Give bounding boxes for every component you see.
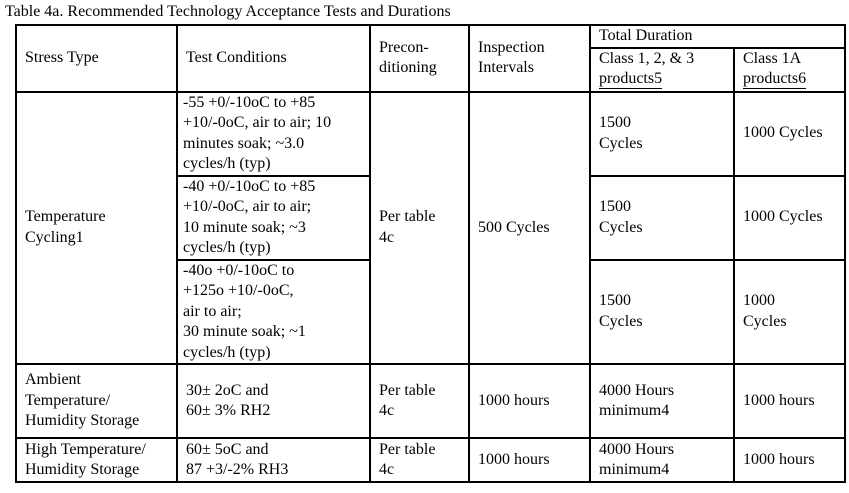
test-conditions-cell: -40o +0/-10oC to +125o +10/-0oC, air to air; 30 minute soak; ~1 cycles/h (typ) [177,260,370,365]
header-preconditioning: Precon- ditioning [370,25,469,92]
header-inspection-intervals: Inspection Intervals [469,25,590,92]
class-1a-duration-cell: 1000 Cycles [734,176,845,260]
header-class-1-2-3: Class 1, 2, & 3 products5 [590,48,734,92]
inspection-interval-cell: 1000 hours [469,364,590,438]
class-1-2-3-duration-cell: 1500 Cycles [590,260,734,365]
stress-ambient-humidity-storage: Ambient Temperature/ Humidity Storage [16,364,177,438]
stress-high-temp-humidity-storage: High Temperature/ Humidity Storage [16,438,177,482]
preconditioning-cell: Per table 4c [370,438,469,482]
acceptance-tests-table [15,24,846,483]
test-conditions-cell: -40 +0/-10oC to +85 +10/-0oC, air to air; 10 minute soak; ~3 cycles/h (typ) [177,176,370,260]
test-conditions-cell: 60± 5oC and 87 +3/-2% RH3 [177,438,370,482]
class-1-2-3-duration-cell: 4000 Hours minimum4 [590,438,734,482]
class-1a-duration-cell: 1000 hours [734,438,845,482]
class-1-2-3-duration-cell: 1500 Cycles [590,176,734,260]
inspection-interval-cell: 500 Cycles [469,92,590,365]
inspection-interval-cell: 1000 hours [469,438,590,482]
test-conditions-cell: -55 +0/-10oC to +85 +10/-0oC, air to air; 10 minutes soak; ~3.0 cycles/h (typ) [177,92,370,176]
stress-temperature-cycling: Temperature Cycling1 [16,92,177,365]
class-1a-duration-cell: 1000 Cycles [734,92,845,176]
header-class-1a: Class 1A products6 [734,48,845,92]
class-1-2-3-duration-cell: 4000 Hours minimum4 [590,364,734,438]
class-1a-duration-cell: 1000 hours [734,364,845,438]
header-stress-type: Stress Type [16,25,177,92]
class-1a-duration-cell: 1000 Cycles [734,260,845,365]
header-total-duration: Total Duration [590,25,845,48]
header-test-conditions: Test Conditions [177,25,370,92]
preconditioning-cell: Per table 4c [370,92,469,365]
preconditioning-cell: Per table 4c [370,364,469,438]
table-caption: Table 4a. Recommended Technology Acceptance Tests and Durations [5,3,451,20]
class-1-2-3-duration-cell: 1500 Cycles [590,92,734,176]
test-conditions-cell: 30± 2oC and 60± 3% RH2 [177,364,370,438]
